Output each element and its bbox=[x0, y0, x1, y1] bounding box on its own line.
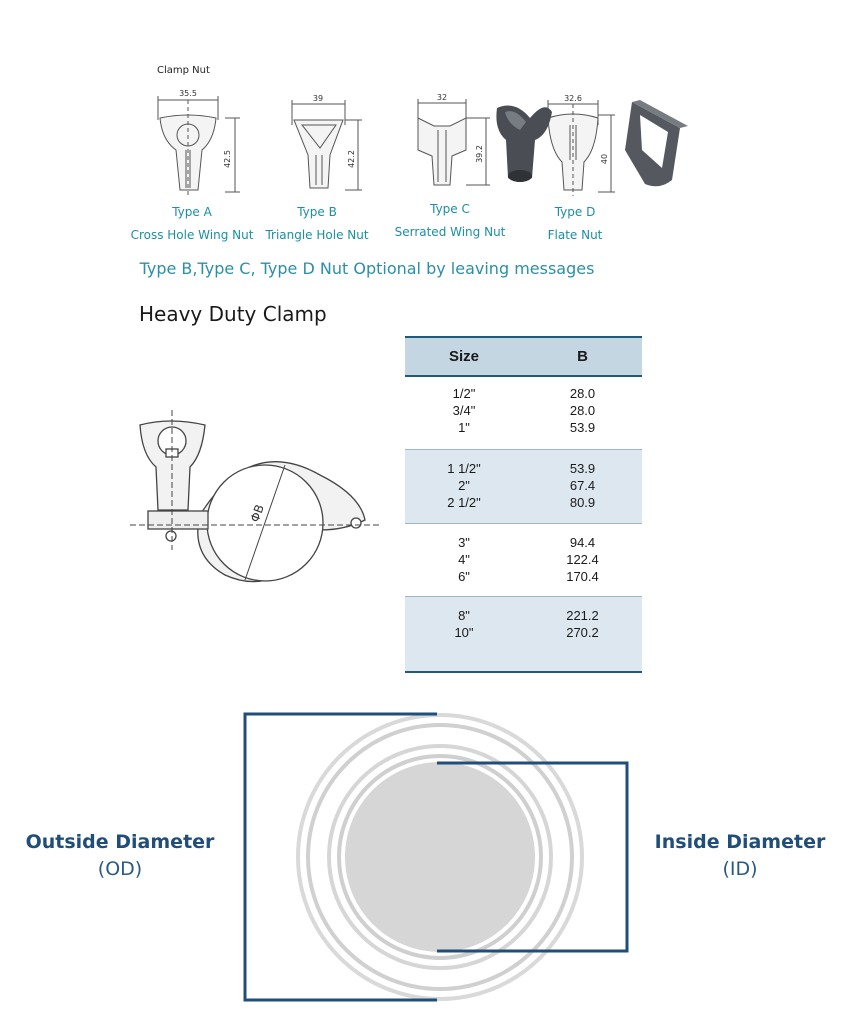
clamp-nut-title: Clamp Nut bbox=[157, 65, 210, 76]
type-b-desc: Triangle Hole Nut bbox=[265, 228, 369, 242]
b-cell: 67.4 bbox=[569, 478, 596, 493]
size-cell: 1/2" bbox=[452, 386, 476, 401]
id-title: Inside Diameter bbox=[654, 831, 826, 853]
b-cell: 270.2 bbox=[566, 625, 599, 640]
size-cell: 2 1/2" bbox=[447, 495, 481, 510]
heavy-duty-title: Heavy Duty Clamp bbox=[139, 302, 327, 326]
table-row-group bbox=[405, 377, 642, 450]
type-a-nut-drawing bbox=[158, 96, 240, 195]
type-b-name: Type B bbox=[297, 205, 337, 219]
table-row-group bbox=[405, 524, 642, 597]
phi-b-label: ΦB bbox=[247, 502, 267, 525]
od-subtitle: (OD) bbox=[97, 858, 143, 880]
size-cell: 1 1/2" bbox=[447, 461, 481, 476]
type-c-nut-drawing bbox=[418, 99, 490, 185]
type-a-desc: Cross Hole Wing Nut bbox=[130, 228, 254, 242]
size-cell: 8" bbox=[458, 608, 470, 623]
size-cell: 6" bbox=[458, 569, 470, 584]
b-cell: 28.0 bbox=[569, 386, 596, 401]
type-d-name: Type D bbox=[554, 205, 596, 219]
size-table bbox=[405, 336, 642, 673]
od-title: Outside Diameter bbox=[25, 831, 215, 853]
type-c-nut-render bbox=[496, 106, 552, 182]
header-b: B bbox=[577, 348, 588, 365]
size-cell: 10" bbox=[454, 625, 474, 640]
size-cell: 4" bbox=[458, 552, 470, 567]
type-c-desc: Serrated Wing Nut bbox=[394, 225, 506, 239]
type-a-name: Type A bbox=[172, 205, 212, 219]
b-cell: 221.2 bbox=[566, 608, 599, 623]
size-cell: 1" bbox=[458, 420, 470, 435]
size-cell: 3/4" bbox=[452, 403, 476, 418]
b-cell: 28.0 bbox=[569, 403, 596, 418]
table-header bbox=[405, 338, 642, 377]
id-subtitle: (ID) bbox=[722, 858, 758, 880]
b-cell: 170.4 bbox=[566, 569, 599, 584]
header-size: Size bbox=[448, 348, 479, 365]
type-d-height: 40 bbox=[600, 153, 609, 165]
type-c-height: 39.2 bbox=[475, 145, 484, 163]
type-c-name: Type C bbox=[430, 202, 470, 216]
optional-note: Type B,Type C, Type D Nut Optional by leaving messages bbox=[139, 259, 595, 278]
type-a-width: 35.5 bbox=[179, 89, 197, 98]
b-cell: 53.9 bbox=[569, 420, 596, 435]
heavy-duty-clamp-drawing bbox=[120, 405, 390, 605]
type-d-desc: Flate Nut bbox=[547, 228, 603, 242]
type-c-width: 32 bbox=[436, 93, 448, 102]
b-cell: 80.9 bbox=[569, 495, 596, 510]
table-row-group bbox=[405, 450, 642, 524]
type-d-nut-render bbox=[625, 100, 688, 186]
type-b-nut-drawing bbox=[292, 100, 362, 190]
type-d-nut-drawing bbox=[548, 100, 615, 196]
b-cell: 122.4 bbox=[566, 552, 599, 567]
b-cell: 94.4 bbox=[569, 535, 596, 550]
type-a-height: 42.5 bbox=[223, 150, 232, 168]
type-b-height: 42.2 bbox=[347, 150, 356, 168]
inner-disc bbox=[345, 762, 535, 952]
type-d-width: 32.6 bbox=[564, 94, 582, 103]
size-cell: 2" bbox=[458, 478, 470, 493]
table-row-group bbox=[405, 597, 642, 671]
size-cell: 3" bbox=[458, 535, 470, 550]
b-cell: 53.9 bbox=[569, 461, 596, 476]
type-b-width: 39 bbox=[312, 94, 324, 103]
